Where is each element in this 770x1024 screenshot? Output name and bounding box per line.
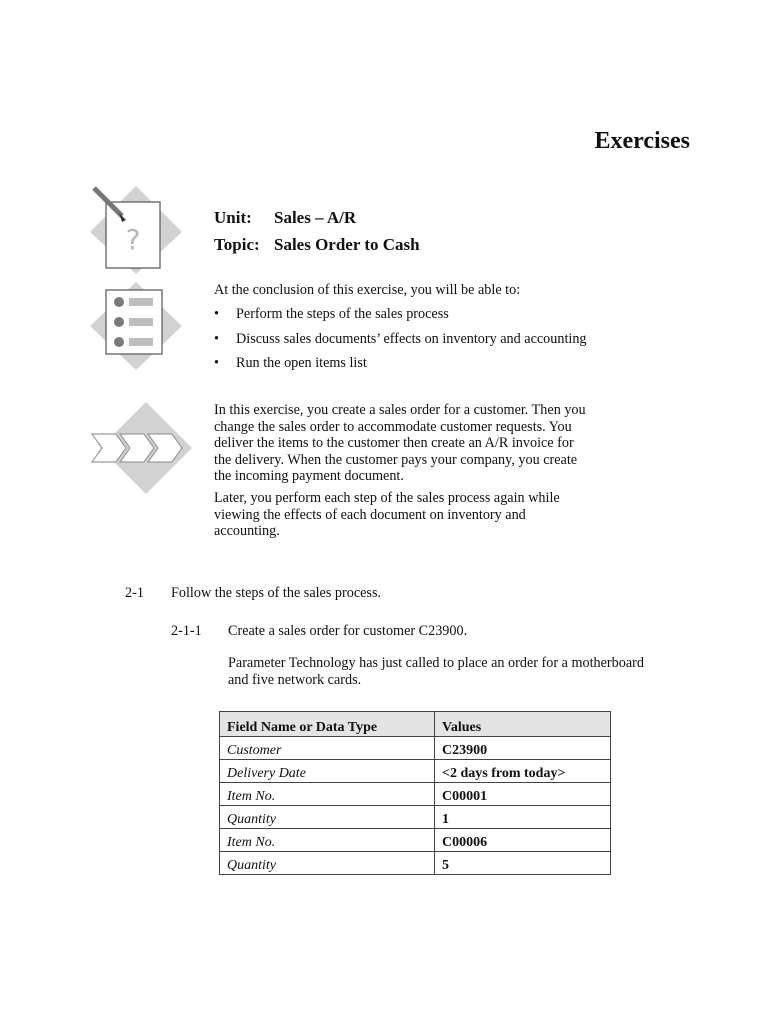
table-row — [220, 737, 611, 760]
task-number: 2-1 — [125, 585, 144, 601]
topic-label: Topic: — [214, 235, 260, 254]
field-name-cell: Item No. — [220, 829, 435, 852]
table-row — [220, 783, 611, 806]
task-text: Follow the steps of the sales process. — [171, 585, 382, 601]
field-name-cell: Item No. — [220, 783, 435, 806]
unit-label: Unit: — [214, 208, 252, 227]
table-row — [220, 806, 611, 829]
value-cell: <2 days from today> — [435, 760, 611, 783]
objective-item: • Run the open items list — [214, 355, 367, 371]
subtask-detail: Parameter Technology has just called to place an order for a motherboard and five network cards. — [228, 655, 644, 688]
business-process-arrows-icon — [88, 398, 200, 498]
table-row — [220, 760, 611, 783]
objective-item: • Perform the steps of the sales process — [214, 306, 449, 322]
page-title: Exercises — [594, 128, 690, 154]
value-cell: 1 — [435, 806, 611, 829]
table-row — [220, 829, 611, 852]
topic-line — [214, 235, 420, 255]
value-cell: C00006 — [435, 829, 611, 852]
value-cell: C23900 — [435, 737, 611, 760]
svg-text:?: ? — [125, 223, 141, 256]
field-name-cell: Quantity — [220, 852, 435, 875]
topic-value: Sales Order to Cash — [274, 235, 420, 254]
table-header-cell: Values — [435, 712, 611, 737]
table-row — [220, 852, 611, 875]
exercise-question-icon — [88, 184, 184, 276]
value-cell: C00001 — [435, 783, 611, 806]
subtask-text: Create a sales order for customer C23900. — [228, 623, 468, 639]
value-cell: 5 — [435, 852, 611, 875]
business-example-paragraph-2: Later, you perform each step of the sales process again while viewing the effects of each document on inventory and accounting. — [214, 490, 560, 540]
subtask-number: 2-1-1 — [171, 623, 202, 639]
field-name-cell: Delivery Date — [220, 760, 435, 783]
field-name-cell: Quantity — [220, 806, 435, 829]
objectives-list-icon — [88, 280, 184, 372]
table-header-cell: Field Name or Data Type — [220, 712, 435, 737]
data-table — [219, 711, 611, 875]
objective-item: • Discuss sales documents’ effects on inventory and accounting — [214, 331, 587, 347]
unit-value: Sales – A/R — [274, 208, 357, 227]
unit-line — [214, 208, 356, 228]
business-example-paragraph: In this exercise, you create a sales order for a customer. Then you change the sales order to accommodate customer requests. You deliver the items to the customer then create an A/R invoice for the delivery. When the customer pays your company, you create the incoming payment document. — [214, 402, 586, 485]
field-name-cell: Customer — [220, 737, 435, 760]
table-header-row — [220, 712, 611, 737]
objectives-intro: At the conclusion of this exercise, you will be able to: — [214, 282, 521, 298]
